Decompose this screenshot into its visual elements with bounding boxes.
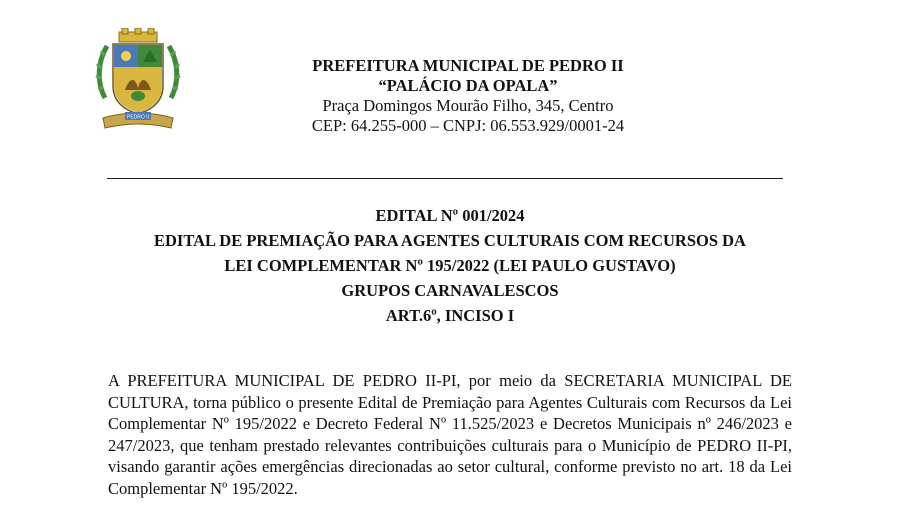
coat-of-arms-icon [95, 28, 181, 136]
registry-line: CEP: 64.255-000 – CNPJ: 06.553.929/0001-24 [311, 116, 625, 135]
header-divider [107, 178, 783, 179]
edital-category: GRUPOS CARNAVALESCOS [341, 281, 559, 300]
intro-paragraph: A PREFEITURA MUNICIPAL DE PEDRO II-PI, por meio da SECRETARIA MUNICIPAL DE CULTURA, torna público o presente Edital de Premiação para Agentes Culturais com Recursos da Lei Complementar Nº 195/2022 e Decreto Federal Nº 11.525/2023 e Decretos Municipais nº 246/2023 e 247/2023, que tenham prestado relevantes contribuições culturais para o Município de PEDRO II-PI, visando garantir ações emergências direcionadas ao setor cultural, conforme previsto no art. 18 da Lei Complementar Nº 195/2022. [108, 371, 792, 498]
edital-heading [95, 203, 805, 328]
address-line: Praça Domingos Mourão Filho, 345, Centro [322, 96, 614, 115]
edital-title-line1: EDITAL DE PREMIAÇÃO PARA AGENTES CULTURAIS COM RECURSOS DA [154, 231, 746, 250]
edital-number: EDITAL Nº 001/2024 [375, 206, 525, 225]
crest-name-label: PEDRO II [127, 114, 149, 121]
letterhead [228, 56, 708, 136]
palace-subtitle: “PALÁCIO DA OPALA” [378, 76, 558, 95]
municipality-title: PREFEITURA MUNICIPAL DE PEDRO II [312, 56, 624, 75]
edital-article: ART.6º, INCISO I [385, 306, 515, 325]
edital-title-line2: LEI COMPLEMENTAR Nº 195/2022 (LEI PAULO GUSTAVO) [224, 256, 676, 275]
